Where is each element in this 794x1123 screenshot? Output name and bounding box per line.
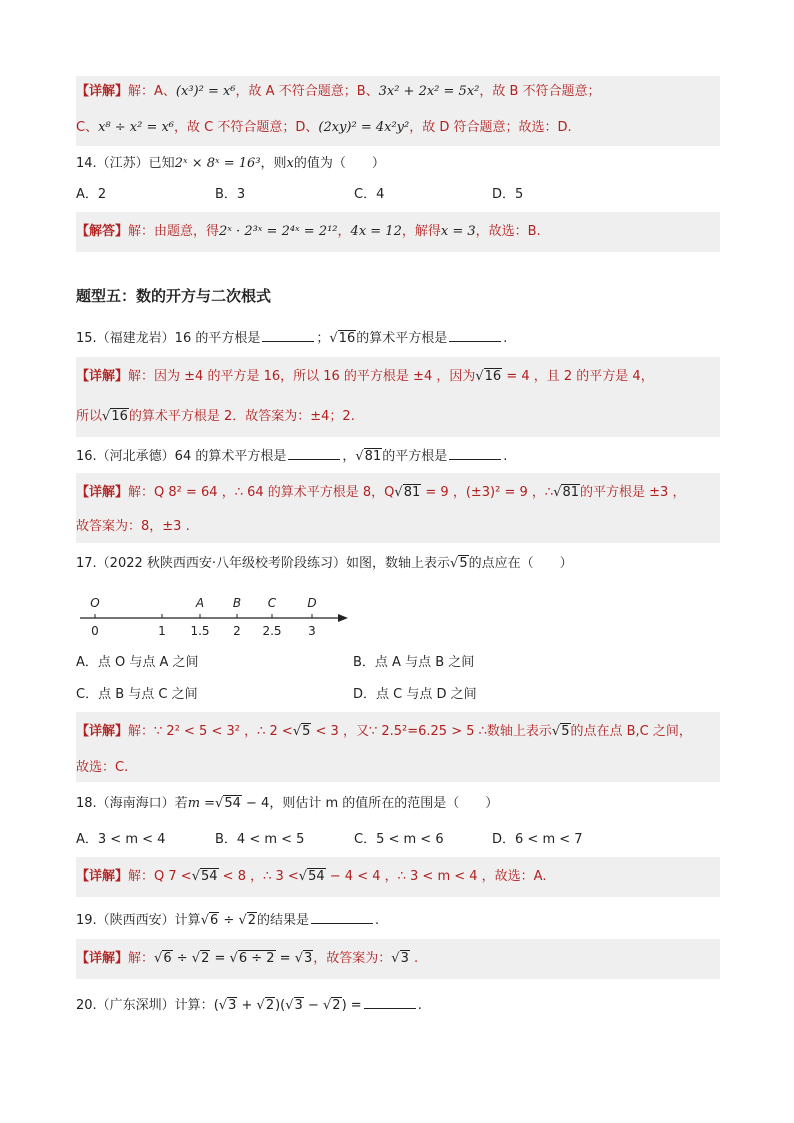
q20-stem <box>76 994 720 1014</box>
radicand: 5 <box>459 556 468 571</box>
axis-point-label: D <box>307 596 317 610</box>
q15-stem <box>76 327 720 347</box>
q18-stem <box>76 794 720 814</box>
sqrt-expression: √81 <box>355 449 382 464</box>
question-text: 19.（陕西西安）计算 <box>76 913 201 928</box>
radicand: 5 <box>302 724 311 739</box>
answer-blank[interactable] <box>364 994 416 1009</box>
answer-blank[interactable] <box>449 445 501 460</box>
question-text: 18.（海南海口）若 <box>76 796 188 811</box>
q14-option-a: A．2 <box>76 187 107 202</box>
radicand: 3 <box>228 998 237 1013</box>
q19-answer-box <box>76 939 720 979</box>
q18-answer-box <box>76 857 720 897</box>
question-text: . <box>503 449 508 464</box>
question-text: ， <box>342 449 356 464</box>
math-expression: x⁸ ÷ x² = x⁶ <box>98 120 175 135</box>
sqrt-expression: √81 <box>394 485 421 500</box>
answer-text: = 9 ，(±3)² = 9 ，∴ <box>421 485 554 500</box>
answer-tag: 【详解】 <box>76 951 129 966</box>
q16-answer-box <box>76 473 720 543</box>
q17-option-a: A．点 O 与点 A 之间 <box>76 655 199 670</box>
question-text: ，则估计 m 的值所在的范围是（ <box>269 796 460 811</box>
q13-answer-box <box>76 76 720 146</box>
q16-answer-line1 <box>76 483 720 503</box>
question-text: ，则 <box>260 156 287 171</box>
answer-text: 解：Q 8² = 64 ，∴ 64 的算术平方根是 8，Q <box>128 485 395 500</box>
answer-text: . <box>409 951 419 966</box>
math-expression: (x³)² = x⁶ <box>175 84 236 99</box>
q15-answer-line1 <box>76 367 720 387</box>
q15-answer-line2 <box>76 407 720 427</box>
q13-answer-line1 <box>76 82 720 102</box>
math-operator: + <box>237 998 257 1013</box>
answer-blank[interactable] <box>262 327 314 342</box>
answer-text: 的平方根是 ±3 ， <box>580 485 686 500</box>
axis-point-label: B <box>232 596 242 610</box>
radicand: 3 <box>294 998 303 1013</box>
answer-text: 所以 <box>76 409 103 424</box>
section-heading: 题型五：数的开方与二次根式 <box>76 287 272 305</box>
answer-tag: 【解答】 <box>76 224 129 239</box>
math-operator: ÷ <box>172 951 192 966</box>
sqrt-expression: √2 <box>238 913 257 928</box>
q14-stem <box>76 154 720 174</box>
math-operator: − <box>303 998 323 1013</box>
question-text: 16.（河北承德）64 的算术平方根是 <box>76 449 287 464</box>
math-operator: = <box>210 951 230 966</box>
q14-option-c: C．4 <box>354 187 385 202</box>
q18-option-a: A．3 < m < 4 <box>76 832 166 847</box>
radicand: 3 <box>400 951 409 966</box>
q14-option-d: D．5 <box>492 187 524 202</box>
radicand: 6 ÷ 2 <box>238 951 275 966</box>
sqrt-expression: √54 <box>215 796 241 811</box>
radicand: 2 <box>265 998 275 1013</box>
answer-text: ，故选：B. <box>475 224 541 239</box>
radicand: 5 <box>561 724 570 739</box>
math-operator: = <box>275 951 295 966</box>
answer-text: < 3 ，又∵ 2.5²=6.25 > 5 ∴数轴上表示 <box>311 724 552 739</box>
axis-tick-label: 1.5 <box>190 624 210 638</box>
q17-answer-box <box>76 712 720 782</box>
answer-tag: 【详解】 <box>76 485 129 500</box>
question-text: . <box>417 998 422 1013</box>
answer-blank[interactable] <box>311 909 373 924</box>
q18-option-d: D．6 < m < 7 <box>492 832 583 847</box>
sqrt-expression: √6 ÷ 2 <box>229 951 275 966</box>
question-text: ； <box>316 331 330 346</box>
radicand: 2 <box>201 951 210 966</box>
q14-answer-line <box>76 222 720 242</box>
radicand: 2 <box>332 998 341 1013</box>
radicand: 81 <box>403 485 421 500</box>
sqrt-expression: √5 <box>292 724 311 739</box>
answer-text: ， <box>337 224 351 239</box>
q17-answer-line2: 故选：C. <box>76 760 129 775</box>
radicand: 54 <box>224 796 241 811</box>
axis-tick-label: 2.5 <box>262 624 282 638</box>
math-operator: ÷ <box>219 913 239 928</box>
radicand: 16 <box>111 409 128 424</box>
radicand: 16 <box>484 369 502 384</box>
axis-point-label: A <box>195 596 205 610</box>
answer-text: − 4 < 4 ，∴ 3 < m < 4 ，故选：A. <box>325 869 547 884</box>
math-operator: ) = <box>341 998 362 1013</box>
axis-point-label: O <box>90 596 100 610</box>
answer-text: ，故 B 不符合题意； <box>479 84 601 99</box>
question-text: ） <box>485 796 499 811</box>
sqrt-expression: √16 <box>102 409 128 424</box>
sqrt-expression: √2 <box>256 998 275 1013</box>
radicand: 6 <box>209 913 219 928</box>
q16-stem <box>76 445 720 465</box>
math-expression: (2xy)² = 4x²y² <box>318 120 410 135</box>
answer-text: C、 <box>76 120 99 135</box>
math-operator: ( <box>213 998 219 1013</box>
answer-text: 解：由题意，得 <box>128 224 220 239</box>
math-expression: − 4 <box>241 796 270 811</box>
question-text: 的值为（ <box>293 156 346 171</box>
radicand: 54 <box>200 869 218 884</box>
math-expression: m = <box>187 796 216 811</box>
sqrt-expression: √16 <box>329 331 356 346</box>
answer-text: ，解得 <box>401 224 441 239</box>
radicand: 6 <box>163 951 172 966</box>
answer-tag: 【详解】 <box>76 724 129 739</box>
answer-text: 解：Q 7 < <box>128 869 192 884</box>
question-text: 的算术平方根是 <box>356 331 448 346</box>
q13-answer-line2 <box>76 118 720 138</box>
axis-tick-label: 1 <box>158 624 166 638</box>
sqrt-expression: √2 <box>191 951 210 966</box>
answer-text: 解： <box>128 951 155 966</box>
question-text: . <box>375 913 380 928</box>
axis-point-label: C <box>267 596 277 610</box>
q18-answer-line <box>76 867 720 887</box>
answer-text: 解：因为 ±4 的平方是 16，所以 16 的平方根是 ±4 ，因为 <box>128 369 476 384</box>
math-expression: 3x² + 2x² = 5x² <box>378 84 480 99</box>
answer-tag: 【详解】 <box>76 369 129 384</box>
sqrt-expression: √6 <box>154 951 172 966</box>
q17-answer-line1 <box>76 722 720 742</box>
answer-text: 解：∵ 2² < 5 < 3² ，∴ 2 < <box>128 724 293 739</box>
q16-answer-line2: 故答案为：8，±3 . <box>76 519 190 534</box>
q17-option-b: B．点 A 与点 B 之间 <box>353 655 475 670</box>
answer-tag: 【详解】 <box>76 84 129 99</box>
math-expression: 2ˣ · 2³ˣ = 2⁴ˣ = 2¹² <box>219 224 338 239</box>
sqrt-expression: √54 <box>298 869 325 884</box>
axis-tick-label: 3 <box>308 624 316 638</box>
question-text: 17.（2022 秋陕西西安·八年级校考阶段练习）如图，数轴上表示 <box>76 556 451 571</box>
answer-text: 解：A、 <box>128 84 176 99</box>
question-text: 15.（福建龙岩）16 的平方根是 <box>76 331 261 346</box>
math-variable: x <box>286 156 294 171</box>
sqrt-expression: √3 <box>285 998 303 1013</box>
sqrt-expression: √5 <box>551 724 570 739</box>
answer-tag: 【详解】 <box>76 869 129 884</box>
radicand: 81 <box>562 485 580 500</box>
q14-option-b: B．3 <box>215 187 246 202</box>
q17-stem <box>76 554 720 574</box>
q18-option-c: C．5 < m < 6 <box>354 832 444 847</box>
question-text: 的结果是 <box>257 913 310 928</box>
answer-text: ，故 C 不符合题意；D、 <box>174 120 319 135</box>
sqrt-expression: √2 <box>323 998 341 1013</box>
axis-tick-label: 0 <box>91 624 99 638</box>
answer-text: < 8 ，∴ 3 < <box>218 869 299 884</box>
answer-text: ，故答案为： <box>313 951 392 966</box>
answer-blank[interactable] <box>288 445 340 460</box>
sqrt-expression: √81 <box>553 485 580 500</box>
question-text: 14.（江苏）已知 <box>76 156 175 171</box>
sqrt-expression: √6 <box>200 913 219 928</box>
sqrt-expression: √3 <box>218 998 237 1013</box>
math-expression: 2ˣ × 8ˣ = 16³ <box>174 156 261 171</box>
answer-blank[interactable] <box>449 327 501 342</box>
math-expression: x = 3 <box>440 224 476 239</box>
radicand: 3 <box>304 951 313 966</box>
answer-text: 的算术平方根是 2．故答案为：±4；2. <box>128 409 355 424</box>
q15-answer-box <box>76 357 720 437</box>
question-text: ） <box>371 156 385 171</box>
question-text: 20.（广东深圳）计算： <box>76 998 214 1013</box>
radicand: 81 <box>364 449 382 464</box>
sqrt-expression: √16 <box>475 369 502 384</box>
answer-text: ，故 A 不符合题意；B、 <box>235 84 379 99</box>
number-line-figure <box>76 592 366 642</box>
sqrt-expression: √3 <box>294 951 313 966</box>
answer-text: = 4 ，且 2 的平方是 4， <box>502 369 654 384</box>
radicand: 16 <box>338 331 356 346</box>
sqrt-expression: √3 <box>391 951 409 966</box>
math-expression: 4x = 12 <box>350 224 402 239</box>
answer-text: ，故 D 符合题意；故选：D. <box>409 120 572 135</box>
sqrt-expression: √54 <box>191 869 218 884</box>
q17-option-c: C．点 B 与点 C 之间 <box>76 687 198 702</box>
q17-option-d: D．点 C 与点 D 之间 <box>353 687 477 702</box>
q14-answer-box <box>76 212 720 252</box>
question-text: ） <box>559 556 573 571</box>
axis-tick-label: 2 <box>233 624 241 638</box>
question-text: . <box>503 331 508 346</box>
q18-option-b: B．4 < m < 5 <box>215 832 305 847</box>
question-text: 的平方根是 <box>382 449 448 464</box>
question-text: 的点应在（ <box>468 556 534 571</box>
radicand: 54 <box>308 869 325 884</box>
q19-stem <box>76 909 720 929</box>
arrow-head-icon <box>338 614 348 622</box>
math-operator: )( <box>275 998 286 1013</box>
sqrt-expression: √5 <box>450 556 468 571</box>
radicand: 2 <box>247 913 257 928</box>
q19-answer-line <box>76 949 720 969</box>
answer-text: 的点在点 B,C 之间， <box>570 724 692 739</box>
